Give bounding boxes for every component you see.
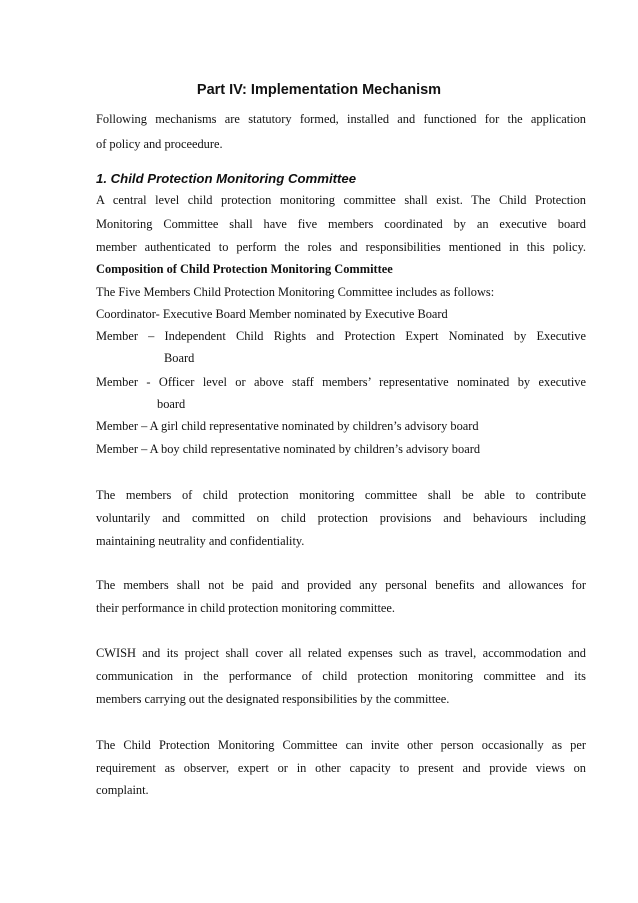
para1-line-2: Monitoring Committee shall have five members coordinated by an executive board <box>96 217 586 231</box>
intro-line-2: of policy and proceedure. <box>96 137 223 151</box>
composition-intro: The Five Members Child Protection Monitoring Committee includes as follows: <box>96 285 495 299</box>
para1-line-3: member authenticated to perform the roles and responsibilities mentioned in this policy. <box>96 240 586 254</box>
para5-line-1: The Child Protection Monitoring Committee can invite other person occasionally as per <box>96 738 586 752</box>
section-heading: 1. Child Protection Monitoring Committee <box>96 171 357 186</box>
para3-line-2: their performance in child protection monitoring committee. <box>96 601 396 615</box>
member-1-line-2: Board <box>164 351 195 365</box>
member-4: Member – A boy child representative nominated by children’s advisory board <box>96 442 481 456</box>
member-1-line-1: Member – Independent Child Rights and Protection Expert Nominated by Executive <box>96 329 586 343</box>
member-2-line-1: Member - Officer level or above staff members’ representative nominated by executive <box>96 375 586 389</box>
member-3: Member – A girl child representative nominated by children’s advisory board <box>96 419 479 433</box>
para5-line-2: requirement as observer, expert or in other capacity to present and provide views on <box>96 761 586 775</box>
para3-line-1: The members shall not be paid and provided any personal benefits and allowances for <box>96 578 586 592</box>
para5-line-3: complaint. <box>96 783 149 797</box>
intro-line-1: Following mechanisms are statutory formed, installed and functioned for the application <box>96 112 586 126</box>
composition-heading: Composition of Child Protection Monitoring Committee <box>96 262 393 276</box>
member-coordinator: Coordinator- Executive Board Member nominated by Executive Board <box>96 307 448 321</box>
para4-line-2: communication in the performance of child protection monitoring committee and its <box>96 669 586 683</box>
para2-line-3: maintaining neutrality and confidentiality. <box>96 534 305 548</box>
para1-line-1: A central level child protection monitoring committee shall exist. The Child Protection <box>96 193 586 207</box>
para2-line-2: voluntarily and committed on child protection provisions and behaviours including <box>96 511 586 525</box>
part-title: Part IV: Implementation Mechanism <box>196 82 442 98</box>
para2-line-1: The members of child protection monitoring committee shall be able to contribute <box>96 488 586 502</box>
para4-line-1: CWISH and its project shall cover all related expenses such as travel, accommodation and <box>96 646 586 660</box>
para4-line-3: members carrying out the designated responsibilities by the committee. <box>96 692 450 706</box>
member-2-line-2: board <box>157 397 186 411</box>
